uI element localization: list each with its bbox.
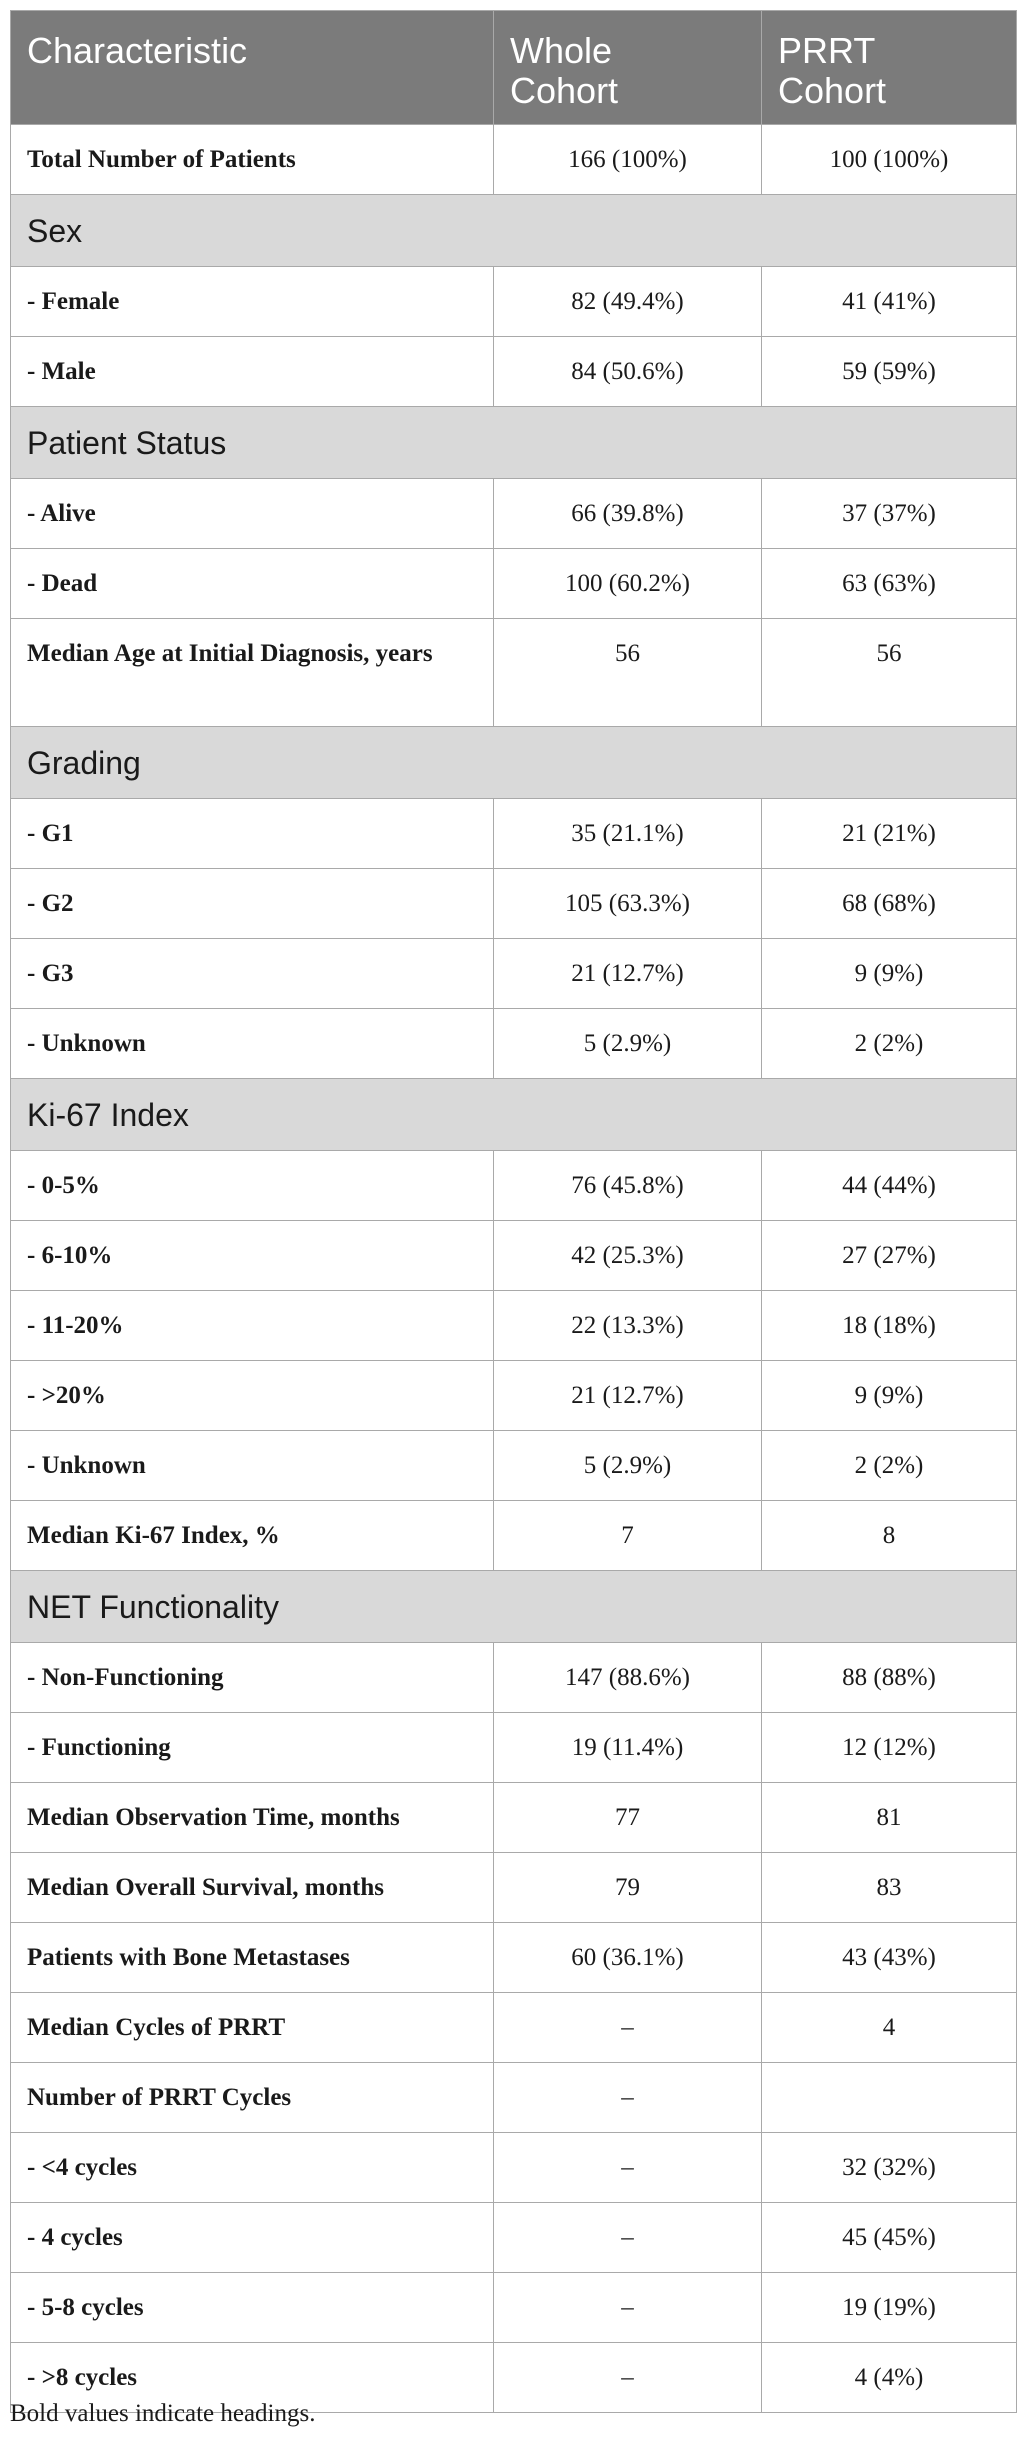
row-label: - Functioning bbox=[11, 1713, 494, 1783]
table-row bbox=[11, 1643, 1017, 1713]
row-label: - <4 cycles bbox=[11, 2133, 494, 2203]
table-row bbox=[11, 1713, 1017, 1783]
whole-cohort-value: 147 (88.6%) bbox=[494, 1643, 762, 1713]
table-row bbox=[11, 2203, 1017, 2273]
row-label: - Dead bbox=[11, 549, 494, 619]
prrt-cohort-value: 81 bbox=[762, 1783, 1017, 1853]
whole-cohort-value: – bbox=[494, 2273, 762, 2343]
whole-cohort-value: 76 (45.8%) bbox=[494, 1151, 762, 1221]
prrt-cohort-value: 2 (2%) bbox=[762, 1431, 1017, 1501]
prrt-cohort-value: 68 (68%) bbox=[762, 869, 1017, 939]
prrt-cohort-value: 27 (27%) bbox=[762, 1221, 1017, 1291]
prrt-cohort-value: 63 (63%) bbox=[762, 549, 1017, 619]
whole-cohort-value: 35 (21.1%) bbox=[494, 799, 762, 869]
row-label: - Male bbox=[11, 337, 494, 407]
prrt-cohort-value: 18 (18%) bbox=[762, 1291, 1017, 1361]
table-row bbox=[11, 1501, 1017, 1571]
whole-cohort-value: 79 bbox=[494, 1853, 762, 1923]
prrt-cohort-value: 37 (37%) bbox=[762, 479, 1017, 549]
prrt-cohort-value: 4 (4%) bbox=[762, 2343, 1017, 2413]
whole-cohort-value: 42 (25.3%) bbox=[494, 1221, 762, 1291]
prrt-cohort-value: 59 (59%) bbox=[762, 337, 1017, 407]
header-row bbox=[11, 11, 1017, 125]
section-row bbox=[11, 195, 1017, 267]
prrt-cohort-value: 100 (100%) bbox=[762, 125, 1017, 195]
whole-cohort-value: 21 (12.7%) bbox=[494, 939, 762, 1009]
whole-cohort-value: 77 bbox=[494, 1783, 762, 1853]
row-label: - 11-20% bbox=[11, 1291, 494, 1361]
row-label: - 0-5% bbox=[11, 1151, 494, 1221]
row-label: Median Cycles of PRRT bbox=[11, 1993, 494, 2063]
whole-cohort-value: 19 (11.4%) bbox=[494, 1713, 762, 1783]
whole-cohort-value: 100 (60.2%) bbox=[494, 549, 762, 619]
whole-cohort-value: 22 (13.3%) bbox=[494, 1291, 762, 1361]
table-row bbox=[11, 1431, 1017, 1501]
table-row bbox=[11, 1923, 1017, 1993]
characteristics-table-container bbox=[10, 10, 1016, 2413]
row-label: Median Ki-67 Index, % bbox=[11, 1501, 494, 1571]
prrt-cohort-value: 2 (2%) bbox=[762, 1009, 1017, 1079]
prrt-cohort-value: 32 (32%) bbox=[762, 2133, 1017, 2203]
prrt-cohort-value: 83 bbox=[762, 1853, 1017, 1923]
row-label: Median Age at Initial Diagnosis, years bbox=[11, 619, 494, 727]
whole-cohort-value: 56 bbox=[494, 619, 762, 727]
whole-cohort-value: 166 (100%) bbox=[494, 125, 762, 195]
header-prrt-cohort: PRRT Cohort bbox=[762, 11, 1017, 125]
whole-cohort-value: 105 (63.3%) bbox=[494, 869, 762, 939]
table-row bbox=[11, 479, 1017, 549]
section-row bbox=[11, 407, 1017, 479]
characteristics-table bbox=[10, 10, 1017, 2413]
whole-cohort-value: 82 (49.4%) bbox=[494, 267, 762, 337]
row-label: - Unknown bbox=[11, 1009, 494, 1079]
table-row bbox=[11, 2273, 1017, 2343]
prrt-cohort-value: 12 (12%) bbox=[762, 1713, 1017, 1783]
section-row bbox=[11, 1079, 1017, 1151]
prrt-cohort-value: 9 (9%) bbox=[762, 939, 1017, 1009]
prrt-cohort-value: 41 (41%) bbox=[762, 267, 1017, 337]
row-label: - 4 cycles bbox=[11, 2203, 494, 2273]
prrt-cohort-value: 56 bbox=[762, 619, 1017, 727]
table-row bbox=[11, 2063, 1017, 2133]
table-row bbox=[11, 1221, 1017, 1291]
whole-cohort-value: – bbox=[494, 2343, 762, 2413]
table-row bbox=[11, 799, 1017, 869]
header-characteristic: Characteristic bbox=[11, 11, 494, 125]
row-label: Median Observation Time, months bbox=[11, 1783, 494, 1853]
table-row bbox=[11, 549, 1017, 619]
table-row bbox=[11, 1009, 1017, 1079]
row-label: - 6-10% bbox=[11, 1221, 494, 1291]
prrt-cohort-value: 19 (19%) bbox=[762, 2273, 1017, 2343]
header-whole-cohort: Whole Cohort bbox=[494, 11, 762, 125]
prrt-cohort-value: 8 bbox=[762, 1501, 1017, 1571]
row-label: Median Overall Survival, months bbox=[11, 1853, 494, 1923]
table-body bbox=[11, 125, 1017, 2413]
table-row bbox=[11, 267, 1017, 337]
table-footnote: Bold values indicate headings. bbox=[10, 2400, 316, 2427]
whole-cohort-value: – bbox=[494, 2063, 762, 2133]
whole-cohort-value: 60 (36.1%) bbox=[494, 1923, 762, 1993]
row-label: - Female bbox=[11, 267, 494, 337]
table-row bbox=[11, 869, 1017, 939]
section-heading: Patient Status bbox=[11, 407, 1017, 479]
row-label: - Non-Functioning bbox=[11, 1643, 494, 1713]
row-label: - >8 cycles bbox=[11, 2343, 494, 2413]
whole-cohort-value: 66 (39.8%) bbox=[494, 479, 762, 549]
table-row bbox=[11, 1783, 1017, 1853]
whole-cohort-value: 21 (12.7%) bbox=[494, 1361, 762, 1431]
whole-cohort-value: 84 (50.6%) bbox=[494, 337, 762, 407]
prrt-cohort-value: 45 (45%) bbox=[762, 2203, 1017, 2273]
whole-cohort-value: 5 (2.9%) bbox=[494, 1431, 762, 1501]
section-heading: Ki-67 Index bbox=[11, 1079, 1017, 1151]
section-row bbox=[11, 727, 1017, 799]
table-row bbox=[11, 1361, 1017, 1431]
row-label: - Unknown bbox=[11, 1431, 494, 1501]
prrt-cohort-value bbox=[762, 2063, 1017, 2133]
prrt-cohort-value: 44 (44%) bbox=[762, 1151, 1017, 1221]
section-heading: NET Functionality bbox=[11, 1571, 1017, 1643]
whole-cohort-value: – bbox=[494, 1993, 762, 2063]
table-row bbox=[11, 1853, 1017, 1923]
section-heading: Sex bbox=[11, 195, 1017, 267]
table-row bbox=[11, 337, 1017, 407]
prrt-cohort-value: 21 (21%) bbox=[762, 799, 1017, 869]
row-label: Number of PRRT Cycles bbox=[11, 2063, 494, 2133]
prrt-cohort-value: 4 bbox=[762, 1993, 1017, 2063]
table-row bbox=[11, 619, 1017, 727]
table-header bbox=[11, 11, 1017, 125]
prrt-cohort-value: 88 (88%) bbox=[762, 1643, 1017, 1713]
whole-cohort-value: 5 (2.9%) bbox=[494, 1009, 762, 1079]
row-label: Patients with Bone Metastases bbox=[11, 1923, 494, 1993]
table-row bbox=[11, 1993, 1017, 2063]
table-row bbox=[11, 125, 1017, 195]
section-row bbox=[11, 1571, 1017, 1643]
row-label: Total Number of Patients bbox=[11, 125, 494, 195]
row-label: - >20% bbox=[11, 1361, 494, 1431]
row-label: - G1 bbox=[11, 799, 494, 869]
table-row bbox=[11, 939, 1017, 1009]
table-row bbox=[11, 1151, 1017, 1221]
table-row bbox=[11, 2133, 1017, 2203]
row-label: - G2 bbox=[11, 869, 494, 939]
whole-cohort-value: – bbox=[494, 2133, 762, 2203]
row-label: - 5-8 cycles bbox=[11, 2273, 494, 2343]
whole-cohort-value: – bbox=[494, 2203, 762, 2273]
prrt-cohort-value: 9 (9%) bbox=[762, 1361, 1017, 1431]
table-row bbox=[11, 1291, 1017, 1361]
whole-cohort-value: 7 bbox=[494, 1501, 762, 1571]
prrt-cohort-value: 43 (43%) bbox=[762, 1923, 1017, 1993]
section-heading: Grading bbox=[11, 727, 1017, 799]
row-label: - Alive bbox=[11, 479, 494, 549]
row-label: - G3 bbox=[11, 939, 494, 1009]
